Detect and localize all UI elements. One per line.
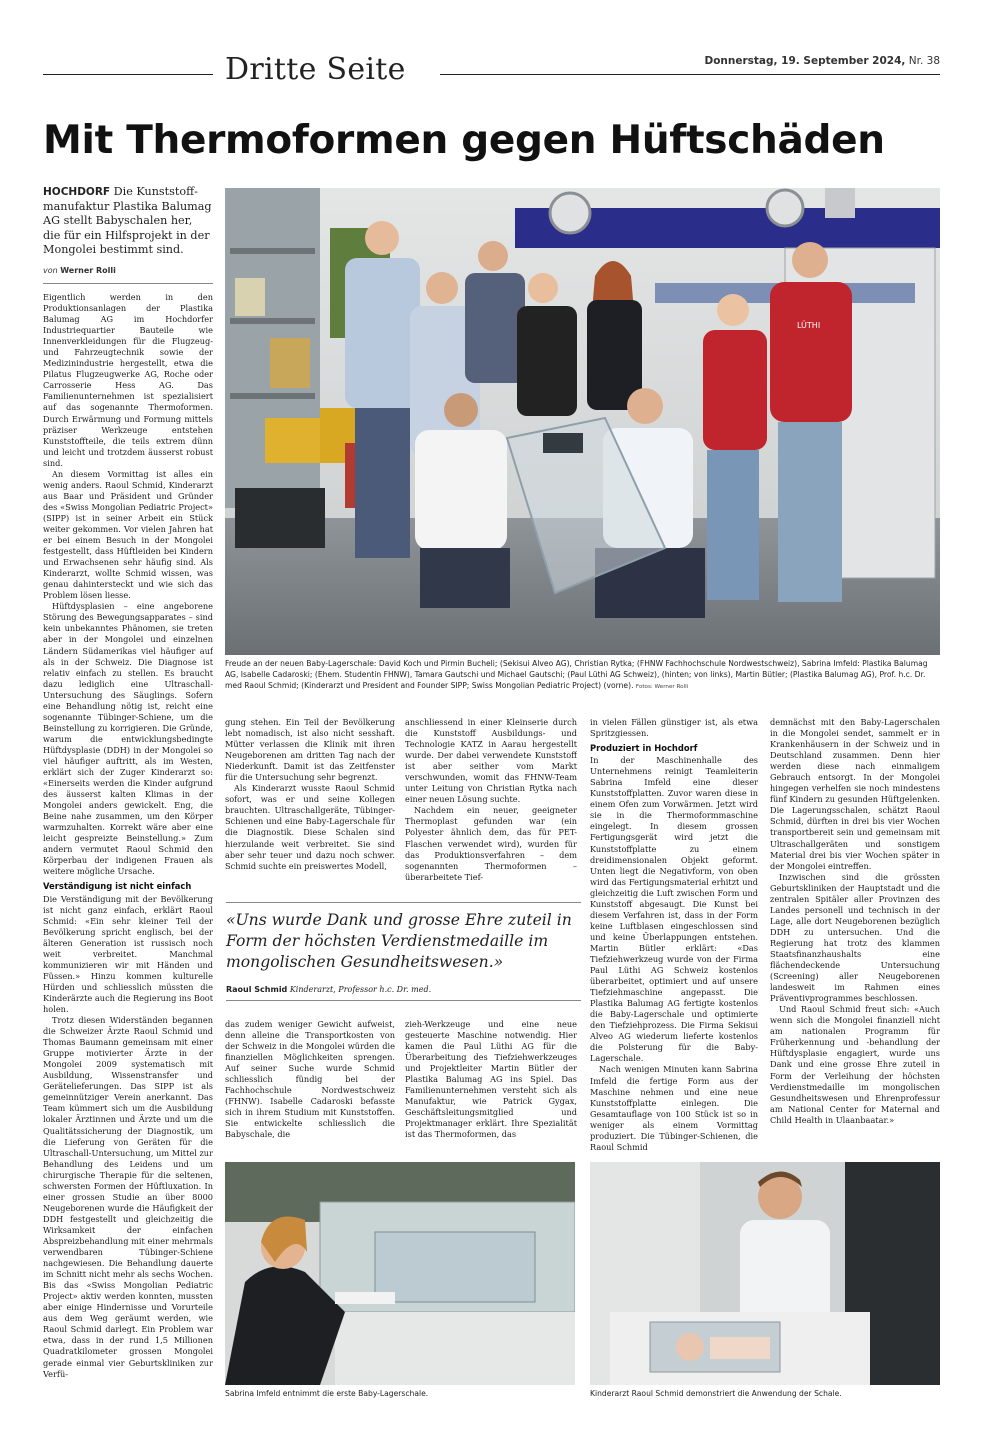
- shirt-logo: LÜTHI: [797, 321, 821, 330]
- col3-top-paragraph: anschliessend in einer Kleinserie durch die Kunststoff Ausbildungs- und Technologie KATZ in Aarau hergestellt wurde. Der dabei verwendete Kunststoff ist aber seither vom Markt verschwunden, womit das FHNW-Team unter Leitung von Christian Rytka nach einer neuen Lösung suchte.: [405, 717, 577, 805]
- main-photo-caption: [225, 658, 940, 693]
- col1-paragraph-4: Die Verständigung mit der Bevölkerung ist nicht ganz einfach, erklärt Raoul Schmid: «Ein sehr kleiner Teil der Bevölkerung spricht englisch, bei der älteren Generation ist russisch noch weit verbreitet. Manchmal kommunizieren wir mit Händen und Füssen.» Hinzu kommen kulturelle Hürden und schliesslich müssten die Kinderärzte auch die Regierung ins Boot holen.: [43, 893, 213, 1014]
- pull-quote: «Uns wurde Dank und grosse Ehre zuteil in Form der höchsten Verdienstmedaille im mongolischen Gesundheitswesen.»: [226, 911, 572, 971]
- column-5: [770, 717, 940, 1152]
- header-rule-right: [440, 74, 940, 75]
- dateline-issue: Nr. 38: [908, 55, 940, 67]
- col5-paragraph-2: Inzwischen sind die grössten Geburtskliniken der Hauptstadt und die zentralen Spitäler aller Provinzen des Landes personell und technisch in der Lage, alle dort Neugeborenen bezüglich DDH zu untersuchen. Und die Regierung hat trotz des klammen Staatsfinanzhaushalts eine flächendeckende Untersuchung (Screening) aller Neugeborenen landesweit im Rahmen eines Präventivprogrammes beschlossen.: [770, 871, 940, 1004]
- headline: Mit Thermoformen gegen Hüftschäden: [43, 118, 885, 163]
- col3-top-paragraph-2: Nachdem ein neuer, geeigneter Thermoplast gefunden war (ein Polyester ähnlich dem, das für PET-Flaschen verwendet wird), wurden für das Produktionsverfahren – dem sogenannten Thermoformen – überarbeitete Tief-: [405, 805, 577, 882]
- byline-rule: [43, 283, 213, 284]
- dateline: [704, 55, 940, 67]
- doctor-demo-illustration: [590, 1162, 940, 1385]
- main-caption-text: Freude an der neuen Baby-Lagerschale: David Koch und Pirmin Bucheli; (Sekisui Alveo AG), Christian Rytka; (FHNW Fachhochschule Nordwestschweiz), Sabrina Imfeld: Plastika Balumag AG, Isabelle Cadaroski; (Ehem. Studentin FHNW), Tamara Gautschi und Michael Gautschi; (Paul Lüthi AG Schweiz), (hinten; von links), Martin Bütler; (Plastika Balumag AG), Prof. h.c. Dr. med Raoul Schmid; (Kinderarzt und President and Founder SIPP; Swiss Mongolian Pediatric Project) (vorne).: [225, 659, 928, 690]
- col3-bottom-paragraph: zieh-Werkzeuge und eine neue gesteuerte Maschine notwendig. Hier kamen die Paul Lüthi AG für die Überarbeitung des Tiefziehwerkzeuges und Projektleiter Martin Bütler der Plastika Balumag AG ins Spiel. Das Familienunternehmen versteht sich als Manufaktur, wie Patrick Gygax, Geschäftsleitungsmitglied und Projektmanager erklärt. Ihre Spezialität ist das Thermoformen, das: [405, 1019, 577, 1140]
- quote-author: [226, 985, 586, 994]
- col1-paragraph-2: An diesem Vormittag ist alles ein wenig anders. Raoul Schmid, Kinderarzt aus Baar und Präsident und Gründer des «Swiss Mongolian Pediatric Project» (SIPP) ist in seiner Arbeit ein Stück weiter gekommen. Vor vielen Jahren hat er bei einem Besuch in der Mongolei festgestellt, dass Hüftleiden bei Kindern und Erwachsenen sehr häufig sind. Als Kinderarzt, wollte Schmid wissen, was genau dahintersteckt und wie sich das Problem lösen liesse.: [43, 468, 213, 601]
- col1-subheading: Verständigung ist nicht einfach: [43, 881, 192, 892]
- bottom-left-photo: [225, 1162, 575, 1385]
- col4-paragraph-1: In der Maschinenhalle des Unternehmens reinigt Teamleiterin Sabrina Imfeld eine dieser Kunststoffplatten. Zuvor waren diese in einem Ofen zum Vorwärmen. Jetzt wird sie in die Thermoformmaschine eingelegt. In diesem grossen Fertigungsgerät wird jetzt die Kunststoffplatte zu einem dreidimensionalen Objekt geformt. Unten liegt die Negativform, von oben wird das Fertigungsmaterial erhitzt und gleichzeitig die Luft zwischen Form und Kunststoff abgesaugt. Die Kunst bei diesem Verfahren ist, dass in der Form keine Luftblasen eingeschlossen sind und keine Überlappungen entstehen. Martin Bütler erklärt: «Das Tiefziehwerkzeug wurde von der Firma Paul Lüthi AG Schweiz kostenlos überarbeitet, optimiert und auf unsere Tiefziehmaschine angepasst. Die Plastika Balumag AG fertigte kostenlos die Baby-Lagerschale und optimierte den Tiefziehprozess. Die Firma Sekisui Alveo AG wiederum lieferte kostenlos die Polsterung für die Baby-Lagerschale.: [590, 755, 758, 1064]
- column-1: [43, 292, 213, 1400]
- lead: [43, 185, 213, 258]
- quote-role: Kinderarzt, Professor h.c. Dr. med.: [289, 985, 432, 994]
- col4-subheading: Produziert in Hochdorf: [590, 743, 698, 754]
- bottom-right-caption: Kinderarzt Raoul Schmid demonstriert die Anwendung der Schale.: [590, 1389, 842, 1398]
- col5-paragraph-1: demnächst mit den Baby-Lagerschalen in die Mongolei sendet, sammelt er in Krankenhäusern in der Schweiz und in Deutschland zusammen. Denn hier werden diese nach einmaligem Gebrauch entsorgt. In der Mongolei hingegen verhelfen sie noch mindestens fünf Kindern zu gesunden Hüftgelenken. Die Lagerungsschalen, schätzt Raoul Schmid, dürften in drei bis vier Wochen transportbereit sein und gemeinsam mit Ultraschallgeräten und sonstigem Material drei bis vier Wochen später in der Mongolei eintreffen.: [770, 717, 940, 871]
- col2-top-paragraph-2: Als Kinderarzt wusste Raoul Schmid sofort, was er und seine Kollegen brauchten. Ultraschallgeräte, Tübinger-Schienen und eine Baby-Lagerschale für die Diagnostik. Diese Schalen sind hierzulande weit verbreitet. Sie sind aber sehr teuer und dazu noch schwer. Schmid suchte ein preiswertes Modell,: [225, 783, 395, 871]
- col4-paragraph-2: Nach wenigen Minuten kann Sabrina Imfeld die fertige Form aus der Maschine nehmen und eine neue Kunststoffplatte einlegen. Die Gesamtauflage von 100 Stück ist so in weniger als einem Vormittag produziert. Die Tübinger-Schienen, die Raoul Schmid: [590, 1064, 758, 1152]
- col1-paragraph-5: Trotz diesen Widerständen begannen die Schweizer Ärzte Raoul Schmid und Thomas Baumann gemeinsam mit einer Gruppe motivierter Ärzte in der Mongolei 2009 systematisch mit Ausbildung, Wissenstransfer und Gerätelieferungen. Das SIPP ist als gemeinnütziger Verein anerkannt. Das Team kümmert sich um die Ausbildung lokaler Ärztinnen und Ärzte und um die Qualitätssicherung der Diagnostik, um die Lieferung von Geräten für die Ultraschall-Untersuchung, um Mittel zur Behandlung des Leidens und um chirurgische Therapie für die seltenen, schwersten Formen der Hüftluxation. In einer grossen Studie an über 8000 Neugeborenen wurde die Häufigkeit der DDH festgestellt und gleichzeitig die Wirksamkeit der einfachen Abspreizbehandlung mit einer mehrmals verwendbaren Tübinger-Schiene nachgewiesen. Die Behandlung dauerte im Schnitt nicht mehr als sechs Wochen. Bis das «Swiss Mongolian Pediatric Project» aktiv werden konnten, mussten aber einige Hindernisse und Vorurteile aus dem Weg geräumt werden, wie Raoul Schmid darlegt. Ein Problem war etwa, dass in der rund 1,5 Millionen Quadratkilometer grossen Mongolei gerade einmal vier Geburtskliniken zur Verfü-: [43, 1015, 213, 1379]
- column-3-bottom: [405, 1019, 577, 1152]
- bottom-left-caption: Sabrina Imfeld entnimmt die erste Baby-Lagerschale.: [225, 1389, 429, 1398]
- column-3-top: [405, 717, 577, 893]
- col5-paragraph-3: Und Raoul Schmid freut sich: «Auch wenn sich die Mongolei finanziell nicht am nationalen Programm für Früherkennung und -behandlung der Hüftdysplasie engagiert, wurde uns Dank und eine grosse Ehre zuteil in Form der Verleihung der höchsten Verdienstmedaille im mongolischen Gesundheitswesen und Ehrenprofessur am National Center for Maternal and Child Health in Ulaanbaatar.»: [770, 1004, 940, 1125]
- bottom-right-photo: [590, 1162, 940, 1385]
- col1-paragraph-1: Eigentlich werden in den Produktionsanlagen der Plastika Balumag AG im Hochdorfer Industriequartier Bauteile wie Innenverkleidungen für die Flugzeug- und Fahrzeugtechnik sowie der Medizinindustrie hergestellt, etwa die Pilatus Flugzeugwerke AG, Roche oder Carrosserie Hess AG. Das Familienunternehmen ist spezialisiert auf das sogenannte Thermoformen. Durch Erwärmung und Formung mittels präziser Werkzeuge entstehen Kunststoffteile, die teils extrem dünn und leicht und trotzdem äusserst robust sind.: [43, 292, 213, 468]
- section-title: Dritte Seite: [225, 52, 406, 87]
- main-photo-credit: Fotos: Werner Rolli: [635, 684, 689, 690]
- lead-text: Die Kunststoffmanufaktur Plastika Balumag AG stellt Babyschalen her, die für ein Hilfsprojekt in der Mongolei bestimmt sind.: [43, 185, 212, 257]
- dateline-day: Donnerstag, 19. September 2024,: [704, 55, 906, 67]
- col2-bottom-paragraph: das zudem weniger Gewicht aufweist, denn alleine die Transportkosten von der Schweiz in die Mongolei würden die finanziellen Möglichkeiten sprengen. Auf seiner Suche wurde Schmid schliesslich fündig bei der Fachhochschule Nordwestschweiz (FHNW). Isabelle Cadaroski befasste sich in ihrem Studium mit Kunststoffen. Sie entwickelte schliesslich die Babyschale, die: [225, 1019, 395, 1140]
- column-2-bottom: [225, 1019, 395, 1152]
- col2-top-paragraph: gung stehen. Ein Teil der Bevölkerung lebt nomadisch, ist also nicht sesshaft. Mütter verlassen die Klinik mit ihren Neugeborenen am dritten Tag nach der Niederkunft. Damit ist das Zeitfenster für die Untersuchung sehr begrenzt.: [225, 717, 395, 783]
- byline-author: Werner Rolli: [60, 266, 116, 275]
- quote-rule-bottom: [226, 1000, 581, 1001]
- byline: [43, 266, 213, 275]
- byline-prefix: von: [43, 266, 58, 275]
- lead-place: HOCHDORF: [43, 186, 111, 198]
- group-photo-illustration: [225, 188, 940, 655]
- quote-name: Raoul Schmid: [226, 985, 288, 994]
- main-photo: [225, 188, 940, 655]
- column-2-top: [225, 717, 395, 893]
- machine-operator-illustration: [225, 1162, 575, 1385]
- header-rule-left: [43, 74, 213, 75]
- column-4: [590, 717, 758, 1152]
- col1-paragraph-3: Hüftdysplasien – eine angeborene Störung des Bewegungsapparates – sind kein unbekanntes Phänomen, sie treten aber in der Mongolei und einzelnen Ländern Südamerikas viel häufiger auf als in der Schweiz. Die Diagnose ist relativ einfach zu stellen. Es braucht dazu lediglich eine Ultraschall-Untersuchung des Säuglings. Sofern eine Behandlung nötig ist, reicht eine sogenannte Tübinger-Schiene, um die Beinstellung zu korrigieren. Die Gründe, warum die entwicklungsbedingte Hüftdysplasie (DDH) in der Mongolei so viel häufiger auftritt, als im Westen, erklärt sich der Zuger Kinderarzt so: «Einerseits werden die Kinder aufgrund des äusserst kalten Klimas in der Mongolei anders gewickelt. Eng, die Beine nahe zusammen, um den Körper warmzuhalten. Korrekt wäre aber eine leicht gespreizte Beinstellung.» Zum andern vermutet Raoul Schmid den Körperbau der indigenen Frauen als weitere mögliche Ursache.: [43, 601, 213, 877]
- col4-top-paragraph: in vielen Fällen günstiger ist, als etwa Spritzgiessen.: [590, 717, 758, 739]
- quote-rule-top: [226, 902, 581, 903]
